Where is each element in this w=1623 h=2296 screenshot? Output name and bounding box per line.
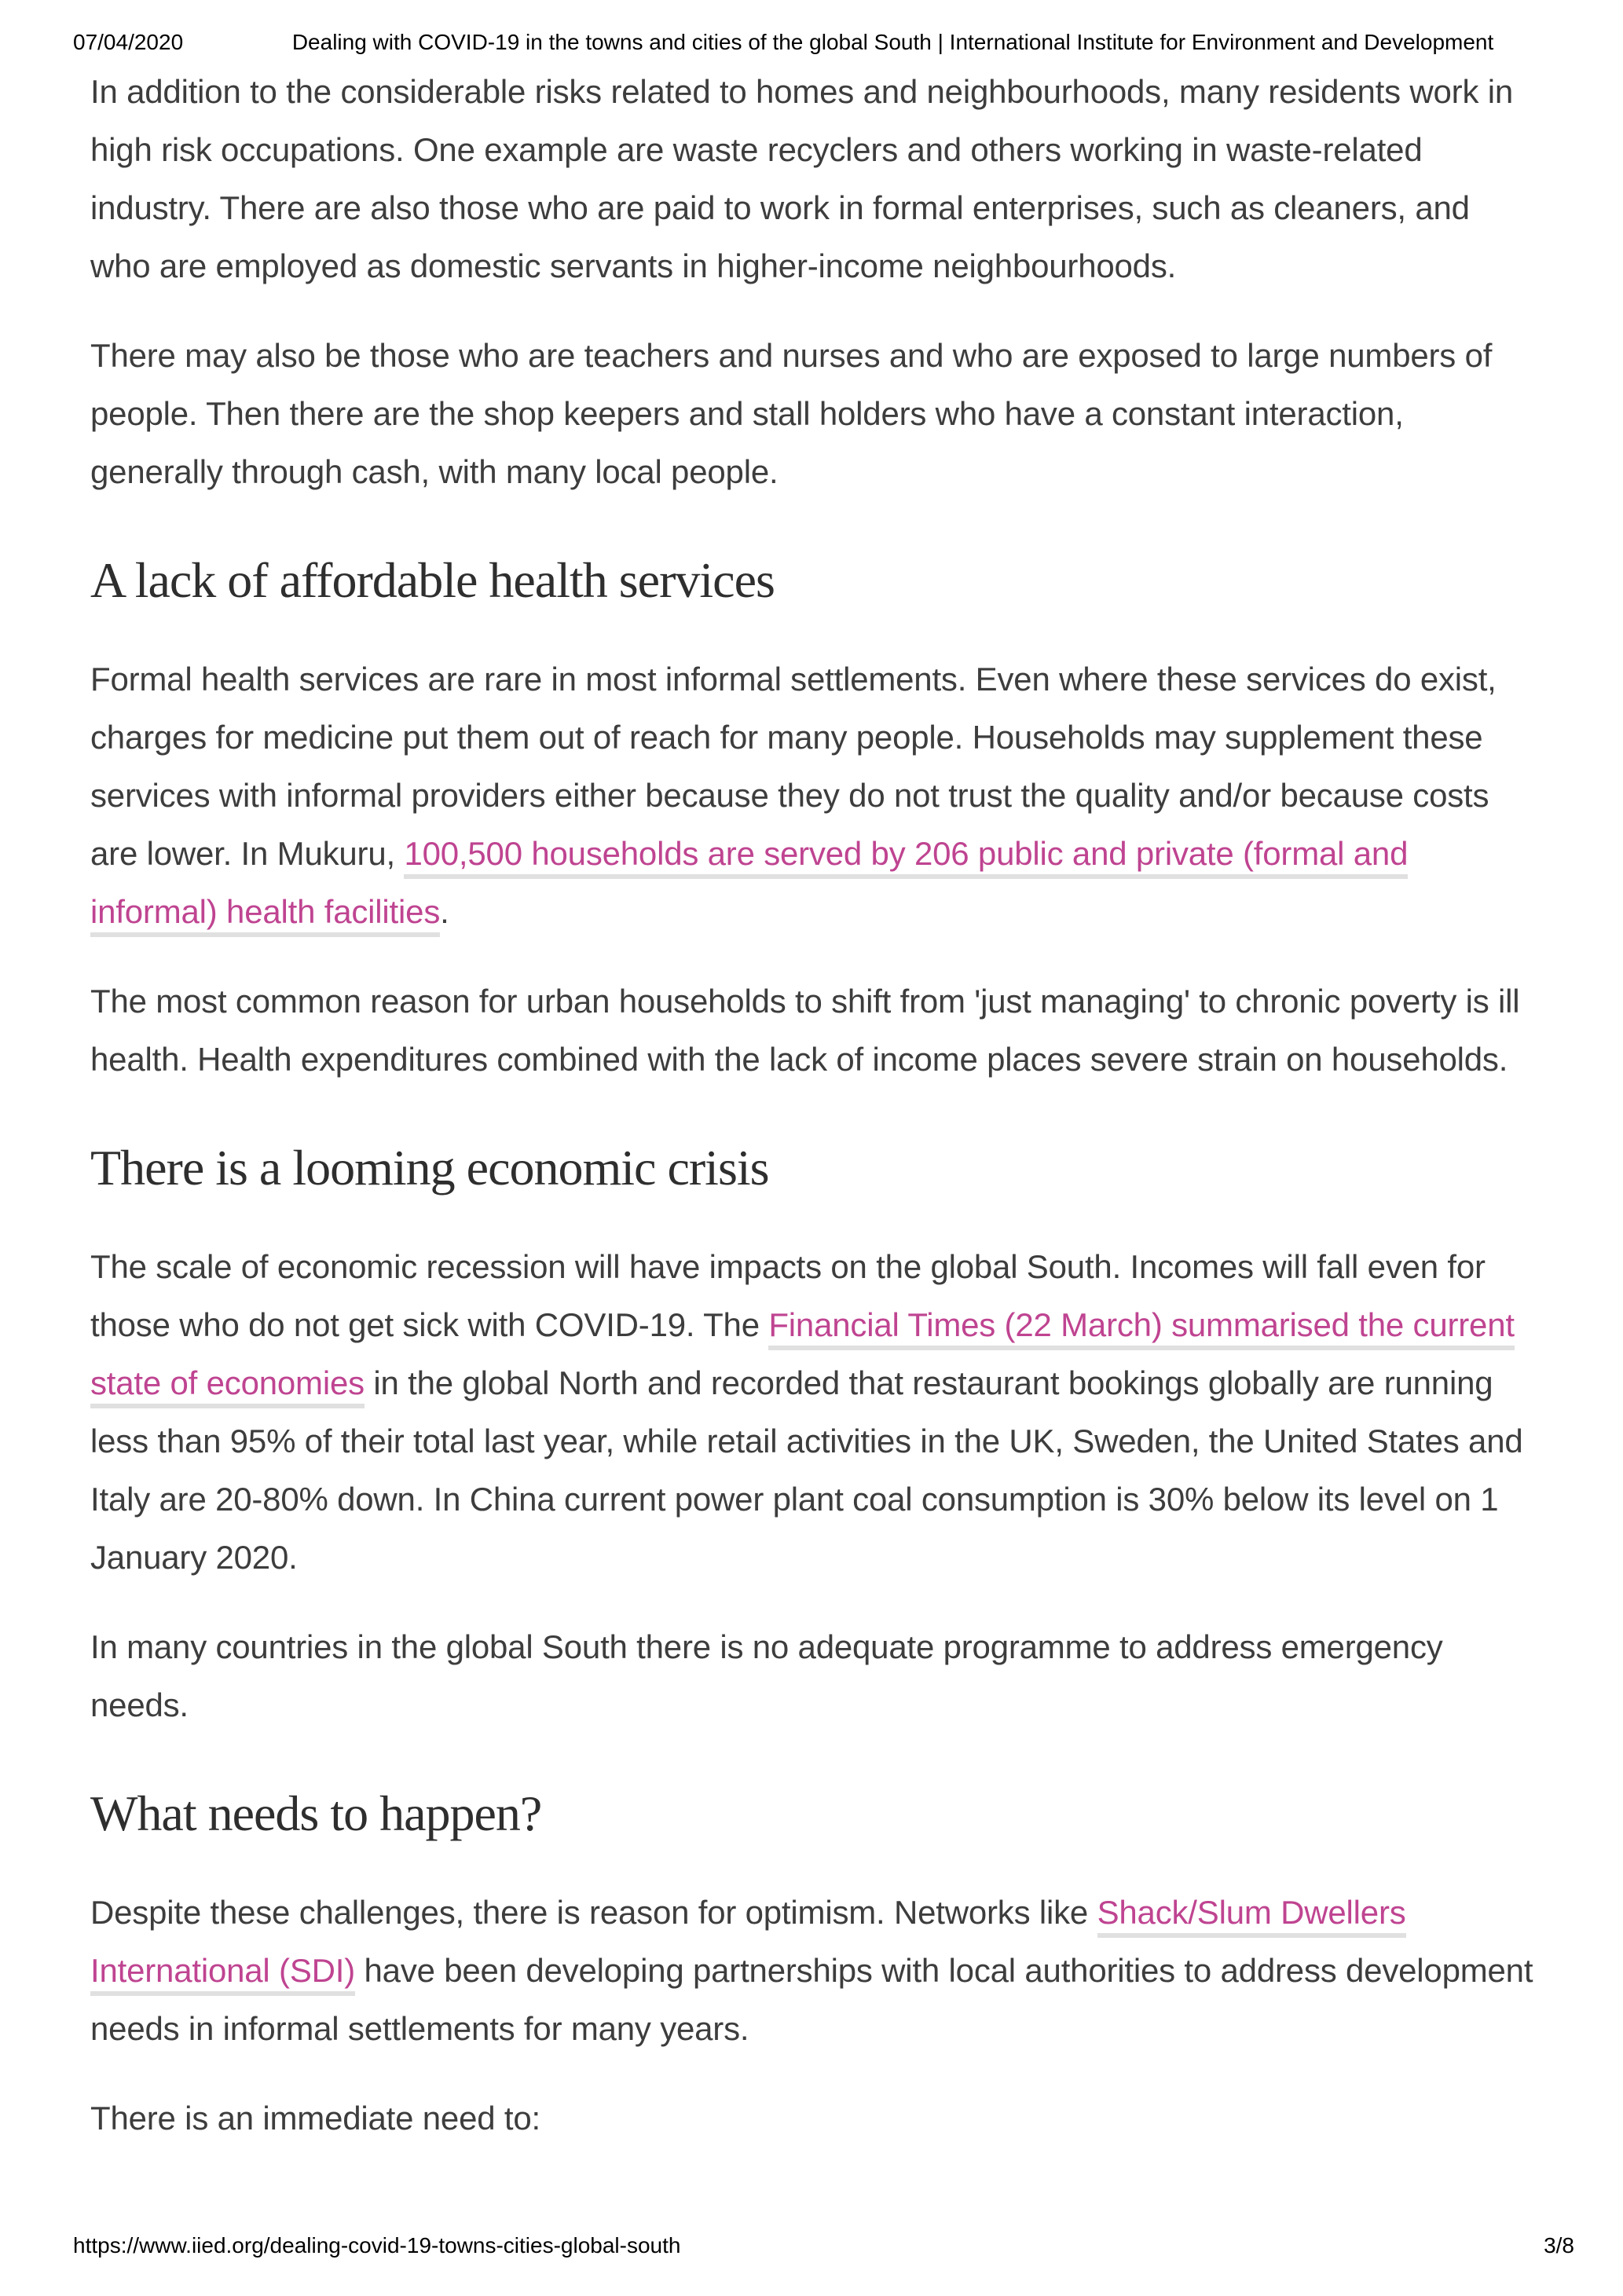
text-segment: . xyxy=(440,893,449,930)
print-footer xyxy=(73,2233,1574,2258)
document-title: Dealing with COVID-19 in the towns and cities of the global South | International Institute for Environment and Development xyxy=(291,30,1494,54)
paragraph-emergency-needs: In many countries in the global South there is no adequate programme to address emergency needs. xyxy=(90,1628,1443,1723)
text-segment: have been developing partnerships with local authorities to address development needs in informal settlements for many years. xyxy=(90,1952,1533,2047)
print-date: 07/04/2020 xyxy=(73,30,184,54)
link-mukuru-health-facilities[interactable]: 100,500 households are served by 206 public and private (formal and informal) health facilities xyxy=(90,835,1408,937)
source-url: https://www.iied.org/dealing-covid-19-towns-cities-global-south xyxy=(73,2233,681,2258)
paragraph-risk-occupations: In addition to the considerable risks related to homes and neighbourhoods, many residents work in high risk occupations. One example are waste recyclers and others working in waste-related industry. There are also those who are paid to work in formal enterprises, such as cleaners, and who are employed as domestic servants in higher-income neighbourhoods. xyxy=(90,73,1514,284)
text-segment: The scale of economic recession will have impacts on the global South. Incomes will fall even for those who do not get sick with COVID-19. The xyxy=(90,1248,1486,1343)
text-segment: Despite these challenges, there is reason for optimism. Networks like xyxy=(90,1894,1097,1931)
text-segment: Formal health services are rare in most informal settlements. Even where these services do exist, charges for medicine put them out of reach for many people. Households may supplement these services with informal providers either because they do not trust the quality and/or because costs are lower. In Mukuru, xyxy=(90,661,1497,872)
paragraph-economic-recession xyxy=(90,1238,1538,1587)
link-financial-times[interactable]: Financial Times (22 March) summarised the current state of economies xyxy=(90,1306,1515,1408)
paragraph-optimism-networks xyxy=(90,1884,1538,2058)
heading-what-needs-to-happen: What needs to happen? xyxy=(90,1785,542,1841)
paragraph-chronic-poverty: The most common reason for urban households to shift from 'just managing' to chronic poverty is ill health. Health expenditures combined with the lack of income places severe strain on households. xyxy=(90,983,1520,1078)
heading-economic-crisis: There is a looming economic crisis xyxy=(90,1140,769,1196)
print-header xyxy=(73,30,1571,55)
paragraph-teachers-nurses: There may also be those who are teachers and nurses and who are exposed to large numbers of people. Then there are the shop keepers and stall holders who have a constant interaction, generally through cash, with many local people. xyxy=(90,337,1493,490)
text-segment: in the global North and recorded that restaurant bookings globally are running less than 95% of their total last year, while retail activities in the UK, Sweden, the United States and Italy are 20-80% down. In China current power plant coal consumption is 30% below its level on 1 January 2020. xyxy=(90,1364,1523,1576)
article-content xyxy=(90,63,1538,2179)
paragraph-immediate-need: There is an immediate need to: xyxy=(90,2100,540,2137)
page-number: 3/8 xyxy=(1544,2233,1574,2258)
paragraph-health-services xyxy=(90,650,1538,941)
heading-health-services: A lack of affordable health services xyxy=(90,552,775,608)
link-shack-slum-dwellers[interactable]: Shack/Slum Dwellers International (SDI) xyxy=(90,1894,1406,1996)
